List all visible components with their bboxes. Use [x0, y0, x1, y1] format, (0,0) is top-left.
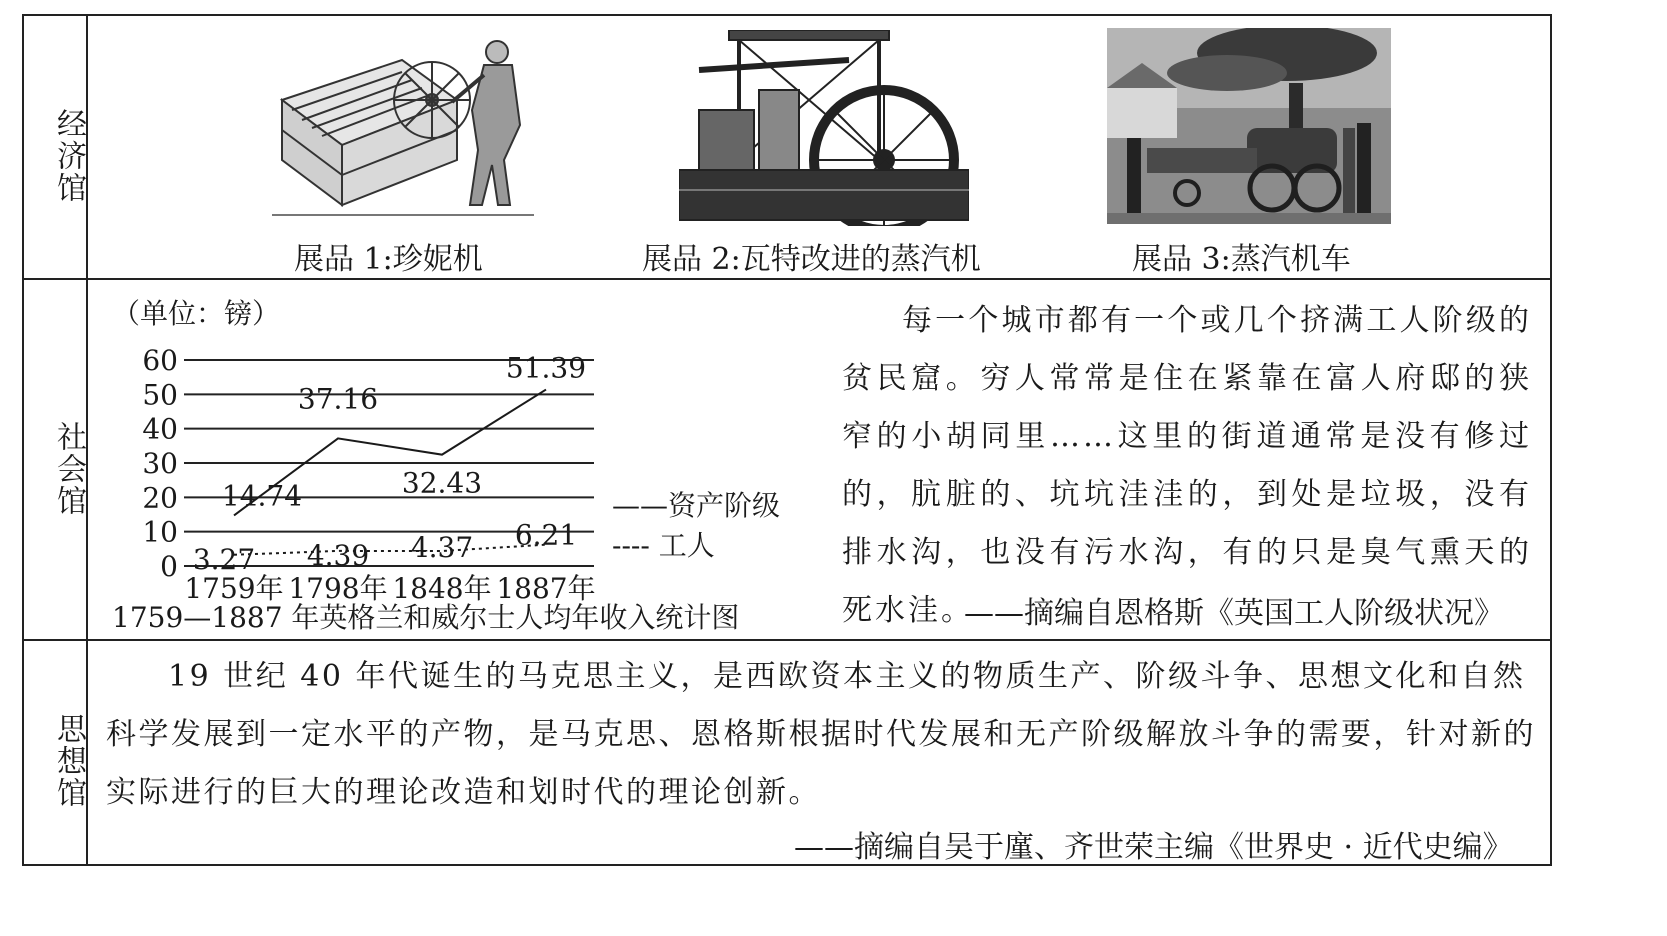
row-label-thought: 思想馆 [51, 713, 86, 809]
exhibit-3-caption: 展品 3:蒸汽机车 [1132, 242, 1351, 277]
data-label: 4.37 [410, 530, 474, 564]
marxism-paragraph: 19 世纪 40 年代诞生的马克思主义，是西欧资本主义的物质生产、阶级斗争、思想文化和自然科学发展到一定水平的产物，是马克思、恩格斯根据时代发展和无产阶级解放斗争的需要，针对新的实际进行的巨大的理论改造和划时代的理论创新。 [106, 659, 1536, 810]
exhibit-1-caption: 展品 1:珍妮机 [294, 242, 483, 277]
row-label-society: 社会馆 [51, 421, 86, 517]
chart-title: 1759—1887 年英格兰和威尔士人均年收入统计图 [112, 601, 740, 634]
chart-unit-label: （单位：镑） [112, 297, 281, 330]
legend-workers-label: 工人 [658, 529, 715, 562]
data-label: 51.39 [505, 351, 587, 385]
y-tick-label: 40 [142, 412, 178, 446]
data-label: 3.27 [192, 542, 256, 576]
data-label: 14.74 [221, 479, 303, 513]
exhibit-2-caption: 展品 2:瓦特改进的蒸汽机 [642, 242, 981, 277]
exhibition-table [22, 14, 1552, 866]
x-tick-label: 1887年 [496, 572, 596, 602]
data-label: 32.43 [401, 466, 483, 500]
legend-dotted-line-icon: ---- [612, 529, 659, 562]
y-tick-label: 0 [160, 550, 178, 583]
x-tick-label: 1848年 [392, 572, 492, 602]
y-tick-label: 60 [142, 344, 178, 377]
data-label: 4.39 [306, 538, 370, 572]
series-line-workers [234, 545, 546, 555]
marxism-source: ——摘编自吴于廑、齐世荣主编《世界史 · 近代史编》 [794, 830, 1513, 865]
y-tick-label: 30 [142, 447, 178, 480]
watt-steam-engine-icon [679, 30, 969, 226]
x-tick-label: 1798年 [288, 572, 388, 602]
y-tick-label: 20 [142, 481, 178, 515]
spinning-jenny-icon [272, 30, 534, 226]
x-tick-label: 1759年 [184, 572, 284, 602]
y-tick-label: 10 [142, 515, 178, 549]
engels-source: ——摘编自恩格斯《英国工人阶级状况》 [964, 596, 1504, 631]
steam-locomotive-icon [1107, 28, 1391, 224]
engels-quote: 每一个城市都有一个或几个挤满工人阶级的贫民窟。穷人常常是住在紧靠在富人府邸的狭窄的小胡同里……这里的街道通常是没有修过的，肮脏的、坑坑洼洼的，到处是垃圾，没有排水沟，也没有污水沟，有的只是臭气熏天的死水洼。 [842, 303, 1532, 628]
row-divider-1 [24, 278, 1550, 280]
legend-bourgeoisie-label: 资产阶级 [668, 489, 781, 522]
legend-workers [612, 524, 715, 564]
legend-bourgeoisie [612, 484, 780, 524]
label-column-divider [86, 16, 88, 864]
income-line-chart [94, 322, 634, 602]
row-label-economy: 经济馆 [51, 108, 86, 204]
y-tick-label: 50 [142, 378, 178, 412]
data-label: 6.21 [514, 518, 578, 552]
data-label: 37.16 [297, 382, 379, 416]
legend-solid-line-icon: —— [612, 489, 668, 522]
